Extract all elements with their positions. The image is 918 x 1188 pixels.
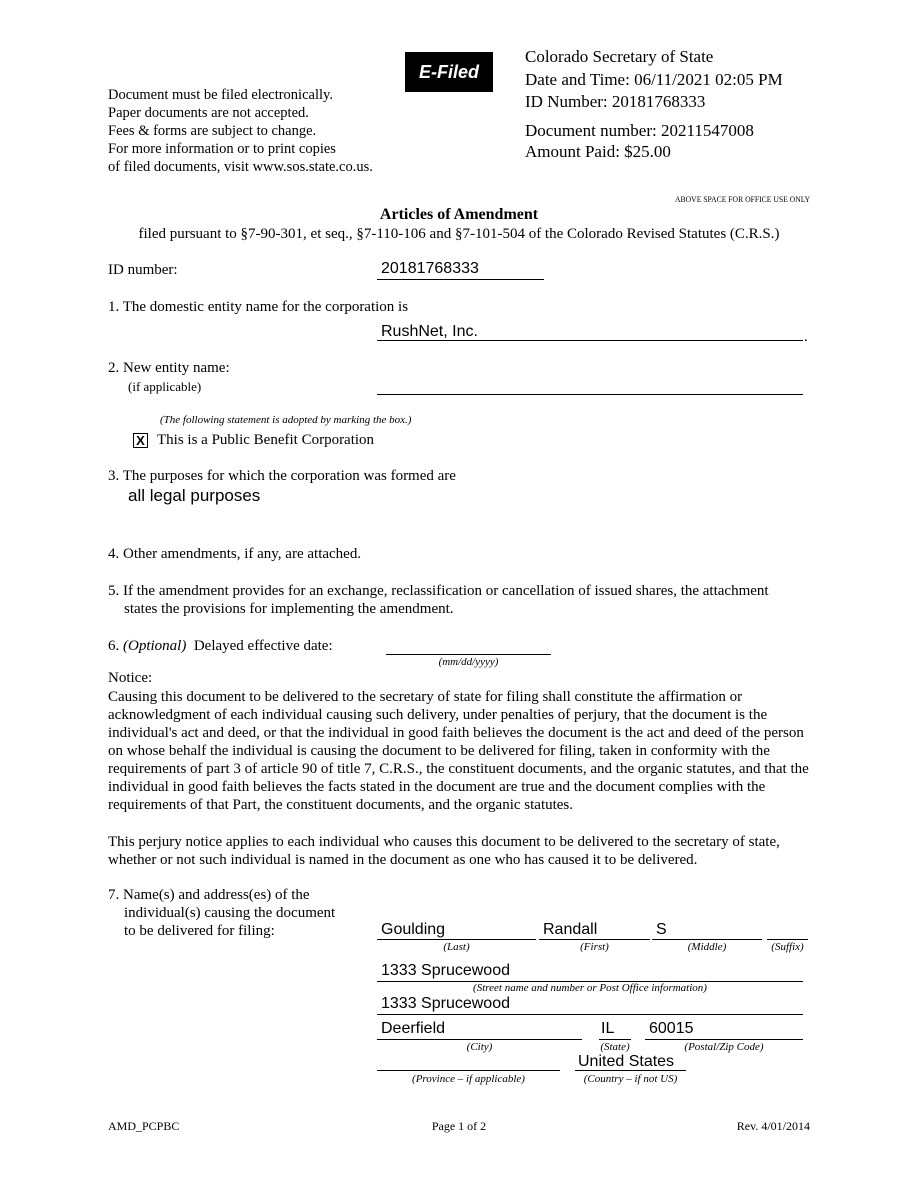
notice-line: of filed documents, visit www.sos.state.co.us.	[108, 159, 373, 175]
logo-text: E-Filed	[418, 61, 479, 82]
notice-paragraph: Causing this document to be delivered to the secretary of state for filing shall constitute the affirmation or acknowledgment of each individual causing such delivery, under penalties of perjury, that the document is the individual's act and deed, or that the individual in good faith believes the document is the act and deed of the person on whose behalf the individual is causing the document to be delivered for filing, taken in conformity with the requirements of part 3 of article 90 of title 7, C.R.S., the constituent documents, and the organic statutes, and that the individual in good faith believes the facts stated in the document are true and the document complies with the requirements of that Part, the constituent documents, and the organic statutes.	[108, 689, 809, 813]
item7-label: 7. Name(s) and address(es) of the	[108, 887, 310, 903]
period: .	[804, 329, 808, 345]
middle-label: (Middle)	[687, 941, 727, 953]
middle-name-value[interactable]: S	[656, 921, 667, 938]
underline	[652, 939, 762, 940]
id-number-value[interactable]: 20181768333	[381, 260, 479, 277]
country-label: (Country – if not US)	[583, 1073, 678, 1085]
page-subtitle: filed pursuant to §7-90-301, et seq., §7-110-106 and §7-101-504 of the Colorado Revised Statutes (C.R.S.)	[138, 226, 780, 242]
check-mark-icon: X	[136, 433, 145, 448]
zip-label: (Postal/Zip Code)	[684, 1041, 764, 1053]
item4-label: 4. Other amendments, if any, are attached.	[108, 546, 362, 562]
underline	[575, 1070, 686, 1071]
entity-name-value[interactable]: RushNet, Inc.	[381, 323, 478, 340]
checkbox-label: This is a Public Benefit Corporation	[157, 432, 375, 448]
first-name-value[interactable]: Randall	[543, 921, 598, 938]
item5-line2: states the provisions for implementing the amendment.	[124, 601, 454, 617]
street2-value[interactable]: 1333 Sprucewood	[381, 995, 510, 1012]
date-time: Date and Time: 06/11/2021 02:05 PM	[525, 70, 783, 89]
public-benefit-checkbox[interactable]	[133, 433, 148, 448]
office-use-label: ABOVE SPACE FOR OFFICE USE ONLY	[674, 194, 810, 204]
item3-label: 3. The purposes for which the corporation was formed are	[108, 468, 456, 484]
item7-label: to be delivered for filing:	[124, 923, 275, 939]
notice-line: Document must be filed electronically.	[108, 87, 333, 103]
item2-label: 2. New entity name:	[108, 360, 230, 376]
zip-value[interactable]: 60015	[649, 1020, 694, 1037]
date-format-label: (mm/dd/yyyy)	[438, 656, 499, 668]
revision: Rev. 4/01/2014	[736, 1119, 810, 1133]
underline	[767, 939, 808, 940]
last-name-value[interactable]: Goulding	[381, 921, 446, 938]
new-entity-name-underline	[377, 394, 803, 395]
form-id: AMD_PCPBC	[108, 1119, 180, 1133]
statement-note: (The following statement is adopted by marking the box.)	[160, 414, 412, 426]
entity-name-underline	[377, 340, 803, 341]
amount-paid: Amount Paid: $25.00	[525, 142, 671, 161]
item5-line1: 5. If the amendment provides for an exchange, reclassification or cancellation of issued shares, the attachment	[108, 583, 769, 599]
item7-label: individual(s) causing the document	[124, 905, 336, 921]
item1-label: 1. The domestic entity name for the corporation is	[108, 299, 409, 315]
delayed-date-underline	[386, 654, 551, 655]
city-label: (City)	[466, 1041, 493, 1053]
underline	[645, 1039, 803, 1040]
street-label: (Street name and number or Post Office information)	[473, 982, 707, 994]
item6-label	[108, 639, 333, 654]
e-filed-logo	[405, 52, 493, 92]
perjury-paragraph: This perjury notice applies to each individual who causes this document to be delivered to the secretary of state, whether or not such individual is named in the document as one who has caused it to be delivered.	[108, 834, 780, 868]
underline	[377, 1014, 803, 1015]
state-label: (State)	[600, 1041, 630, 1053]
delayed-date-label: Delayed effective date:	[193, 638, 333, 654]
id-number-label: ID number:	[108, 262, 178, 278]
page-title: Articles of Amendment	[379, 206, 539, 223]
underline	[377, 939, 536, 940]
notice-line: Paper documents are not accepted.	[108, 105, 309, 121]
item2-sublabel: (if applicable)	[128, 379, 202, 394]
purposes-value[interactable]: all legal purposes	[128, 486, 261, 505]
underline	[377, 1070, 560, 1071]
office-name: Colorado Secretary of State	[525, 47, 714, 66]
underline	[539, 939, 650, 940]
id-number-underline	[377, 279, 544, 280]
first-label: (First)	[580, 941, 609, 953]
underline	[377, 1039, 582, 1040]
country-value[interactable]: United States	[578, 1053, 675, 1070]
id-number-header: ID Number: 20181768333	[525, 92, 706, 111]
notice-line: For more information or to print copies	[108, 141, 336, 157]
underline	[599, 1039, 631, 1040]
state-value[interactable]: IL	[601, 1020, 615, 1037]
document-number: Document number: 20211547008	[525, 121, 754, 140]
suffix-label: (Suffix)	[771, 941, 804, 953]
page-number: Page 1 of 2	[431, 1119, 487, 1133]
notice-heading: Notice:	[108, 670, 153, 686]
last-label: (Last)	[443, 941, 470, 953]
province-label: (Province – if applicable)	[412, 1073, 525, 1085]
street-value[interactable]: 1333 Sprucewood	[381, 962, 510, 979]
item6-number: 6.	[108, 638, 120, 654]
optional-label: (Optional)	[123, 638, 187, 654]
city-value[interactable]: Deerfield	[381, 1020, 446, 1037]
notice-line: Fees & forms are subject to change.	[108, 123, 317, 139]
